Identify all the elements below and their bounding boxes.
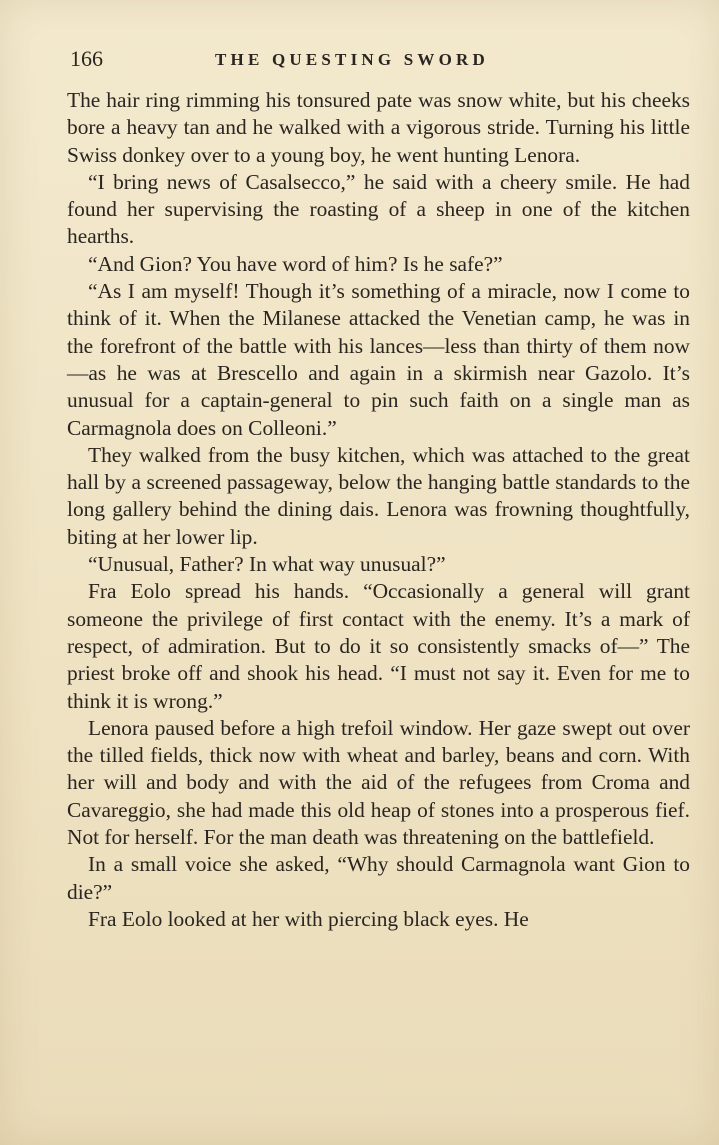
paragraph: Fra Eolo spread his hands. “Occasionally a general will grant someone the privilege of first contact with the enemy. It’s a mark of respect, of admiration. But to do it so consistently smacks of—” The priest broke off and shook his head. “I must not say it. Even for me to think it is wrong.” <box>67 579 690 713</box>
paragraph: In a small voice she asked, “Why should Carmagnola want Gion to die?” <box>67 852 690 904</box>
paragraph: They walked from the busy kitchen, which was attached to the great hall by a screened passageway, below the hanging battle standards to the long gallery behind the dining dais. Lenora was frowning thoughtfully, biting at her lower lip. <box>67 442 690 549</box>
paragraph: “Unusual, Father? In what way unusual?” <box>88 552 446 577</box>
book-title: THE QUESTING SWORD <box>215 50 489 69</box>
paragraph: Fra Eolo looked at her with piercing black eyes. He <box>88 906 529 931</box>
paragraph: The hair ring rimming his tonsured pate was snow white, but his cheeks bore a heavy tan and he walked with a vigorous stride. Turning his little Swiss donkey over to a young boy, he went hunting Lenora. <box>67 88 690 167</box>
paragraph: “And Gion? You have word of him? Is he safe?” <box>88 251 503 276</box>
running-head <box>70 46 690 74</box>
paragraph: “As I am myself! Though it’s something of a miracle, now I come to think of it. When the Milanese attacked the Venetian camp, he was in the forefront of the battle with his lances—less than thirty of them now—as he was at Brescello and again in a skirmish near Gazolo. It’s unusual for a captain-general to pin such faith on a single man as Carmagnola does on Colleoni.” <box>67 279 690 440</box>
paragraph: “I bring news of Casalsecco,” he said with a cheery smile. He had found her supervising the roasting of a sheep in one of the kitchen hearths. <box>67 169 690 249</box>
paragraph: Lenora paused before a high trefoil window. Her gaze swept out over the tilled fields, thick now with wheat and barley, beans and corn. With her will and body and with the aid of the refugees from Croma and Cavareggio, she had made this old heap of stones into a prosperous fief. Not for herself. For the man death was threatening on the battlefield. <box>67 715 690 850</box>
page-number: 166 <box>70 46 103 71</box>
body-text <box>67 87 690 933</box>
